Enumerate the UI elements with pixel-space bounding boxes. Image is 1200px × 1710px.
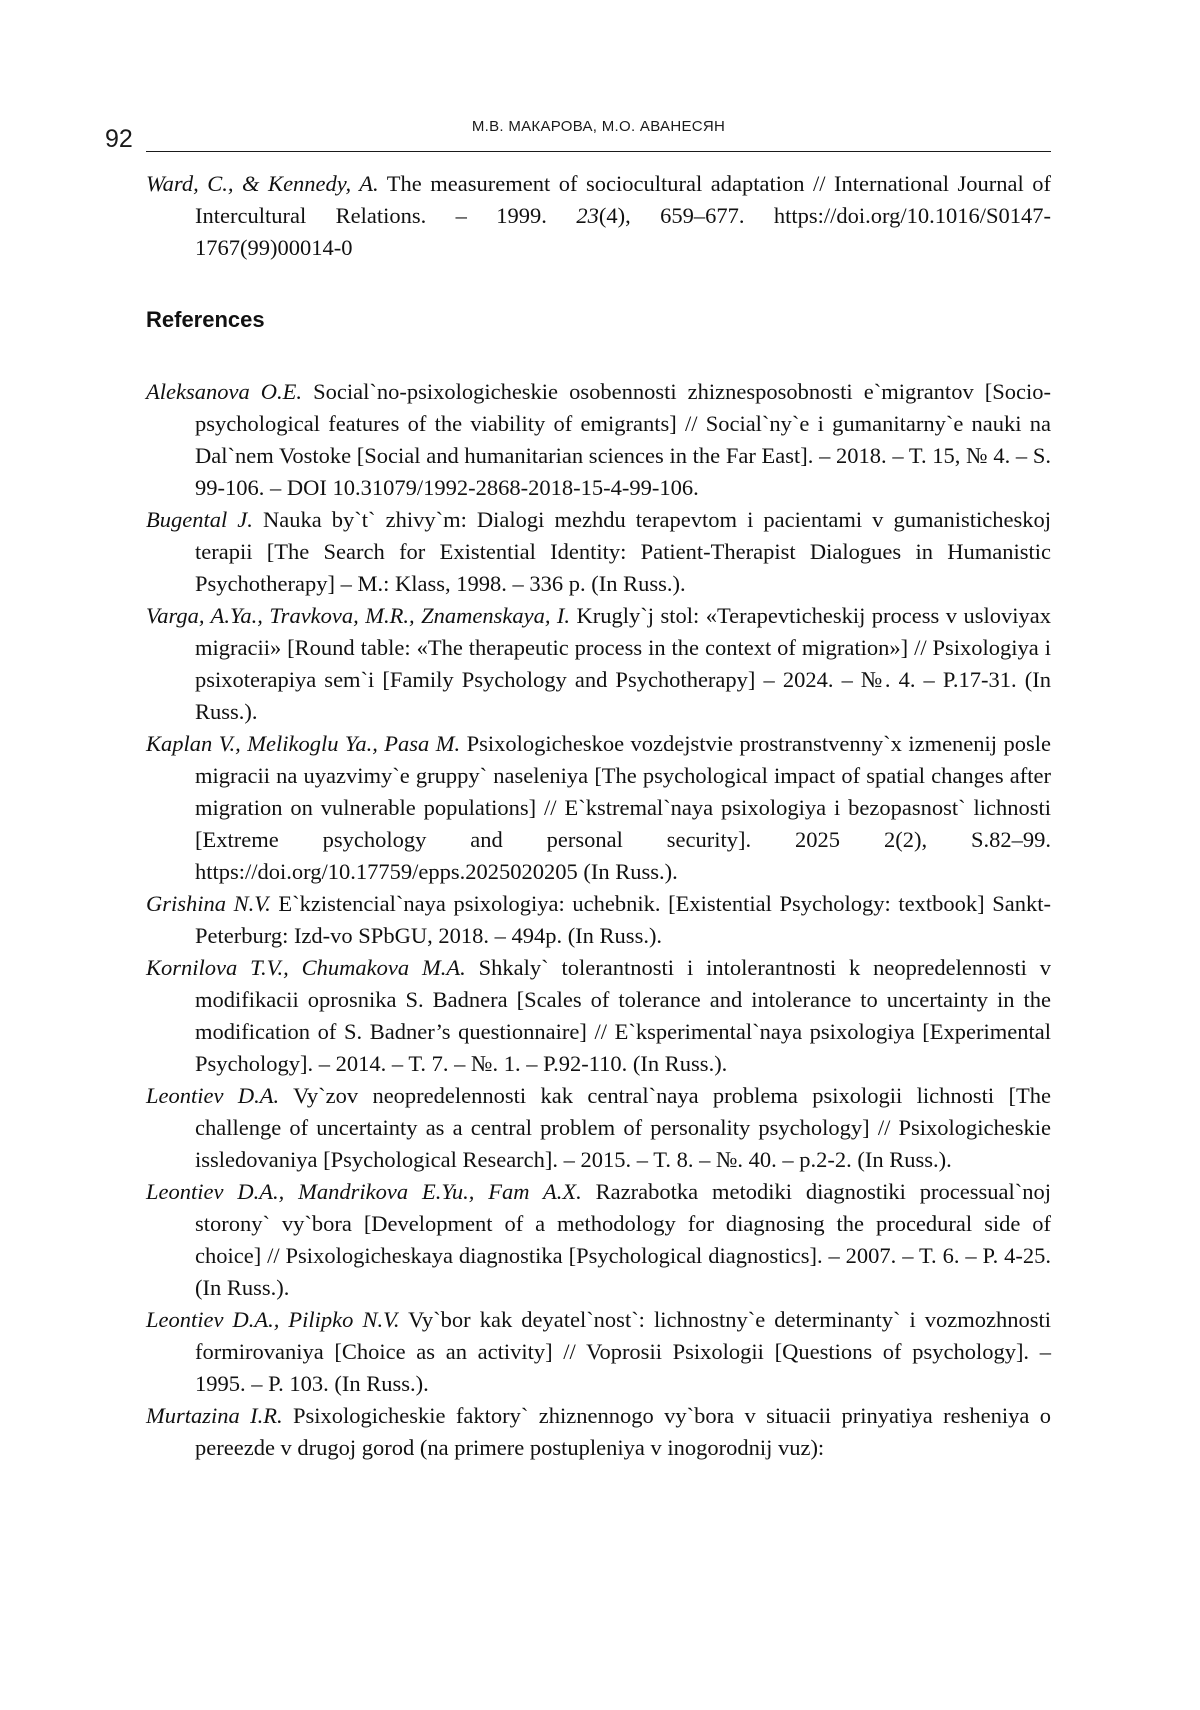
reference-entry [146, 376, 1051, 504]
entry-authors: Ward, C., & Kennedy, A. [146, 171, 379, 196]
reference-entry [146, 504, 1051, 600]
page-number: 92 [105, 125, 133, 153]
reference-entry [146, 1080, 1051, 1176]
reference-text: Razrabotka metodiki diagnostiki processual`noj storony` vy`bora [Development of a methodology for diagnosing the procedural side of choice] // Psixologicheskaya diagnostika [Psychological diagnostics]. – 2007. – T. 6. – P. 4-25. (In Russ.). [195, 1179, 1051, 1300]
reference-authors: Kaplan V., Melikoglu Ya., Pasa M. [146, 731, 461, 756]
reference-entry [146, 1400, 1051, 1464]
entry-text: The measurement of sociocultural adaptation // International Journal of Intercultural Relations. – 1999. [195, 171, 1052, 228]
reference-authors: Kornilova T.V., Chumakova M.A. [146, 955, 466, 980]
reference-entry [146, 728, 1051, 888]
reference-text: Psixologicheskoe vozdejstvie prostranstvenny`x izmenenij posle migracii na uyazvimy`e gruppy` naseleniya [The psychological impact of spatial changes after migration on vulnerable populations] // E`kstremal`naya psixologiya i bezopasnost` lichnosti [Extreme psychology and personal security]. 2025 2(2), S.82–99. https://doi.org/10.17759/epps.2025020205 (In Russ.). [195, 731, 1051, 884]
entry-volume: 23 [576, 203, 599, 228]
running-title: М.В. МАКАРОВА, М.О. АВАНЕСЯН [471, 118, 726, 135]
reference-text: E`kzistencial`naya psixologiya: uchebnik. [Existential Psychology: textbook] Sankt-Peterburg: Izd-vo SPbGU, 2018. – 494p. (In Russ.). [195, 891, 1051, 948]
reference-authors: Murtazina I.R. [146, 1403, 283, 1428]
references-list [146, 376, 1051, 1464]
reference-text: Nauka by`t` zhivy`m: Dialogi mezhdu terapevtom i pacientami v gumanisticheskoj terapii [The Search for Existential Identity: Patient-Therapist Dialogues in Humanistic Psychotherapy] – M.: Klass, 1998. – 336 p. (In Russ.). [195, 507, 1051, 596]
reference-text: Shkaly` tolerantnosti i intolerantnosti k neopredelennosti v modifikacii oprosnika S. Badnera [Scales of tolerance and intolerance to uncertainty in the modification of S. Badner’s questionnaire] // E`ksperimental`naya psixologiya [Experimental Psychology]. – 2014. – T. 7. – №. 1. – P.92-110. (In Russ.). [195, 955, 1051, 1076]
bibliography-entry [146, 168, 1051, 264]
reference-authors: Varga, A.Ya., Travkova, M.R., Znamenskaya, I. [146, 603, 571, 628]
entry-text: (4), 659–677. https://doi.org/10.1016/S0147-1767(99)00014-0 [195, 203, 1052, 260]
reference-text: Krugly`j stol: «Terapevticheskij process v usloviyax migracii» [Round table: «The therapeutic process in the context of migration»] // Psixologiya i psixoterapiya sem`i [Family Psychology and Psychotherapy] – 2024. – №. 4. – P.17-31. (In Russ.). [195, 603, 1051, 724]
header-rule [146, 151, 1051, 152]
reference-entry [146, 1176, 1051, 1304]
reference-text: Social`no-psixologicheskie osobennosti zhiznesposobnosti e`migrantov [Socio-psychological features of the viability of emigrants] // Social`ny`e i gumanitarny`e nauki na Dal`nem Vostoke [Social and humanitarian sciences in the Far East]. – 2018. – T. 15, № 4. – S. 99-106. – DOI 10.31079/1992-2868-2018-15-4-99-106. [195, 379, 1051, 500]
reference-authors: Grishina N.V. [146, 891, 271, 916]
reference-entry [146, 888, 1051, 952]
reference-authors: Bugental J. [146, 507, 253, 532]
reference-text: Psixologicheskie faktory` zhiznennogo vy`bora v situacii prinyatiya resheniya o pereezde v drugoj gorod (na primere postupleniya v inogorodnij vuz): [195, 1403, 1051, 1460]
reference-authors: Leontiev D.A. [146, 1083, 280, 1108]
references-heading: References [146, 307, 265, 332]
reference-authors: Aleksanova O.E. [146, 379, 303, 404]
reference-authors: Leontiev D.A., Mandrikova E.Yu., Fam A.X. [146, 1179, 582, 1204]
reference-text: Vy`zov neopredelennosti kak central`naya problema psixologii lichnosti [The challenge of uncertainty as a central problem of personality psychology] // Psixologicheskie issledovaniya [Psychological Research]. – 2015. – T. 8. – №. 40. – p.2-2. (In Russ.). [195, 1083, 1052, 1172]
reference-text: Vy`bor kak deyatel`nost`: lichnostny`e determinanty` i vozmozhnosti formirovaniya [Choice as an activity] // Voprosii Psixologii [Questions of psychology]. – 1995. – P. 103. (In Russ.). [195, 1307, 1051, 1396]
reference-authors: Leontiev D.A., Pilipko N.V. [146, 1307, 400, 1332]
reference-entry [146, 1304, 1051, 1400]
page-content [146, 168, 1051, 1464]
reference-entry [146, 600, 1051, 728]
reference-entry [146, 952, 1051, 1080]
